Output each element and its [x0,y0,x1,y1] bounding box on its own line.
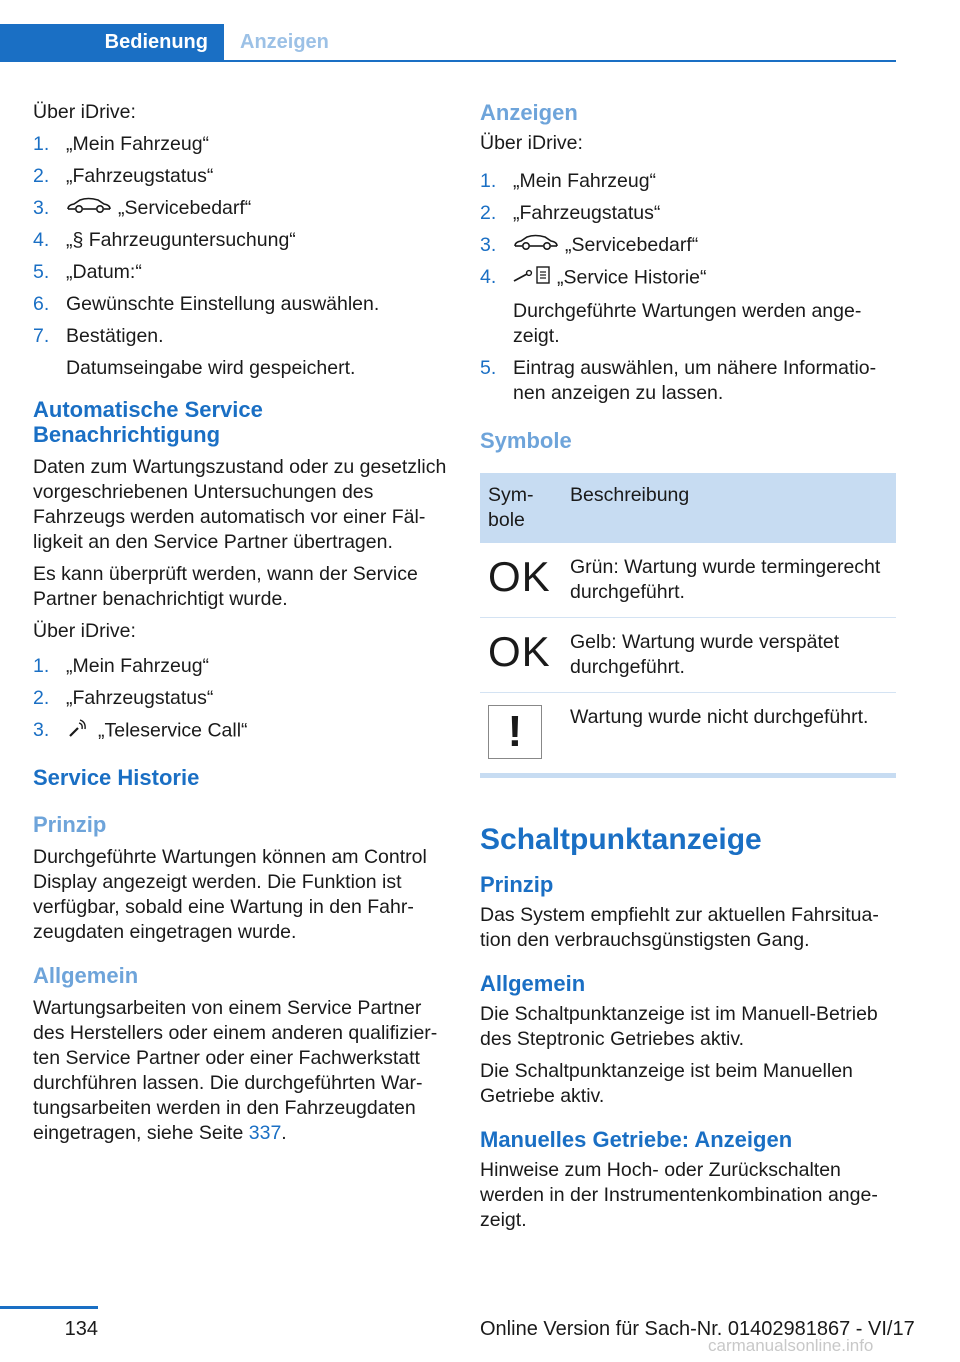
list-item [33,718,453,745]
table-row [480,618,896,693]
step-text: „Mein Fahrzeug“ [66,655,210,678]
list-item [480,265,896,349]
ok-green-icon: OK [488,553,551,601]
list-item [33,654,453,679]
intro-text: Über iDrive: [480,132,583,154]
tab-bedienung[interactable]: Bedienung [0,24,224,60]
list-item [33,260,453,285]
list-item [480,233,896,258]
paragraph: Es kann überprüft werden, wann der Service Partner benachrichtigt wurde. [33,563,418,611]
step-text: „Servicebedarf“ [565,234,699,256]
step-number: 1. [480,170,497,192]
step-number: 3. [480,234,497,256]
step-number: 2. [33,165,50,187]
list-item [33,196,453,221]
steps-list-datum [33,132,453,381]
step-number: 1. [33,133,50,155]
page-number: 134 [64,1318,98,1340]
heading-allgemein: Allgemein [33,963,139,989]
list-item [480,201,896,226]
table-cell [480,543,562,618]
paragraph: Die Schaltpunktanzeige ist beim Manuellen Getriebe aktiv. [480,1060,853,1108]
table-header-cell: Beschreibung [562,473,896,543]
table-header-row [480,473,896,543]
heading-allgemein: Allgemein [480,971,586,997]
list-item [33,164,453,189]
step-text: Bestätigen. [66,325,164,348]
step-subtext: Datumseingabe wird gespeichert. [66,357,356,380]
car-service-icon [66,196,112,221]
step-number: 5. [480,357,497,380]
table-cell: Gelb: Wartung wurde verspätet durchgeführt. [562,618,896,693]
table-header-cell: Symbole [480,473,562,543]
step-text: „Fahrzeugstatus“ [66,165,214,187]
heading-service-historie: Service Historie [33,765,200,791]
step-text: „Service Historie“ [557,267,707,289]
online-version-note: Online Version für Sach-Nr. 01402981867 - VI/17 [480,1318,915,1340]
step-text: „Datum:“ [66,261,142,284]
list-item [33,292,453,317]
steps-list-historie [480,169,896,406]
step-number: 3. [33,719,50,742]
list-item [480,169,896,194]
step-number: 7. [33,325,50,348]
heading-prinzip: Prinzip [480,872,554,898]
warning-exclamation-icon [488,705,542,759]
paragraph: Das System empfiehlt zur aktuellen Fahrsituation den verbrauchsgünstigsten Gang. [480,904,879,952]
list-item [33,324,453,381]
left-column [33,100,453,1153]
step-number: 2. [480,202,497,224]
intro-text: Über iDrive: [33,101,136,123]
table-row [480,543,896,618]
step-text: „Fahrzeugstatus“ [513,202,661,224]
heading-symbole: Symbole [480,428,572,454]
intro-text: Über iDrive: [33,620,136,643]
step-number: 2. [33,687,50,710]
step-number: 4. [480,266,497,289]
heading-automatische-service-benachrichtigung: Automatische Service Benachrichtigung [33,397,263,448]
list-item [33,228,453,253]
table-cell [480,693,562,774]
step-text: „Servicebedarf“ [118,197,252,219]
step-number: 4. [33,229,50,252]
table-cell: Grün: Wartung wurde termingerecht durchgeführt. [562,543,896,618]
step-text: Gewünschte Einstellung auswählen. [66,293,380,316]
list-item [33,132,453,157]
tab-anzeigen[interactable]: Anzeigen [240,31,329,53]
heading-schaltpunktanzeige: Schaltpunktanzeige [480,823,762,857]
page-link[interactable]: 337 [248,1122,282,1145]
service-history-icon [513,265,551,292]
paragraph: Durchgeführte Wartungen können am Control Display angezeigt werden. Die Funktion ist verfügbar, sobald eine Wartung in den Fahrzeugdaten eingetragen wurde. [33,846,427,944]
paragraph-text: Wartungsarbeiten von einem Service Partner des Herstellers oder einem anderen qualifizierten Service Partner oder einer Fachwerkstatt durchführen lassen. Die durchgeführten Wartungsarbeiten werden in den Fahrzeugdaten eingetragen, siehe Seite [33,997,438,1145]
symbol-table [480,473,896,773]
step-text: „Mein Fahrzeug“ [513,170,657,192]
step-number: 1. [33,655,50,678]
paragraph: Die Schaltpunktanzeige ist im Manuell-Betrieb des Steptronic Getriebes aktiv. [480,1003,878,1051]
table-cell [480,618,562,693]
paragraph-end: . [281,1122,287,1145]
table-divider [480,773,896,778]
watermark: carmanualsonline.info [708,1336,874,1355]
ok-yellow-icon: OK [488,628,551,676]
steps-list-teleservice [33,654,453,745]
table-row [480,693,896,774]
heading-prinzip: Prinzip [33,812,107,838]
table-cell: Wartung wurde nicht durchgeführt. [570,706,869,729]
warning-glyph: ! [507,707,523,757]
step-text: „Fahrzeugstatus“ [66,687,214,710]
step-subtext: Durchgeführte Wartungen werden angezeigt. [513,300,862,348]
footer-rule [0,1306,98,1309]
paragraph: Daten zum Wartungszustand oder zu gesetzlich vorgeschriebenen Untersuchungen des Fahrzeugs werden automatisch vor einer Fälligkeit an den Service Partner übertragen. [33,456,447,554]
step-number: 6. [33,293,50,316]
list-item [33,686,453,711]
list-item [480,356,896,406]
step-text: „Mein Fahrzeug“ [66,133,210,155]
step-text: „§ Fahrzeuguntersuchung“ [66,229,296,252]
step-text: Eintrag auswählen, um nähere Informationen anzeigen zu lassen. [513,357,877,405]
step-text: „Teleservice Call“ [98,720,248,742]
paragraph-allgemein [33,996,453,1146]
heading-manuelles-getriebe-anzeigen: Manuelles Getriebe: Anzeigen [480,1127,793,1153]
right-column [480,100,896,1240]
header-tabbar [0,24,896,62]
car-service-icon [513,233,559,258]
teleservice-icon [68,718,88,745]
paragraph: Hinweise zum Hoch- oder Zurückschalten werden in der Instrumentenkombination angezeigt. [480,1159,878,1232]
heading-anzeigen: Anzeigen [480,100,578,125]
step-number: 5. [33,261,50,284]
step-number: 3. [33,197,50,219]
